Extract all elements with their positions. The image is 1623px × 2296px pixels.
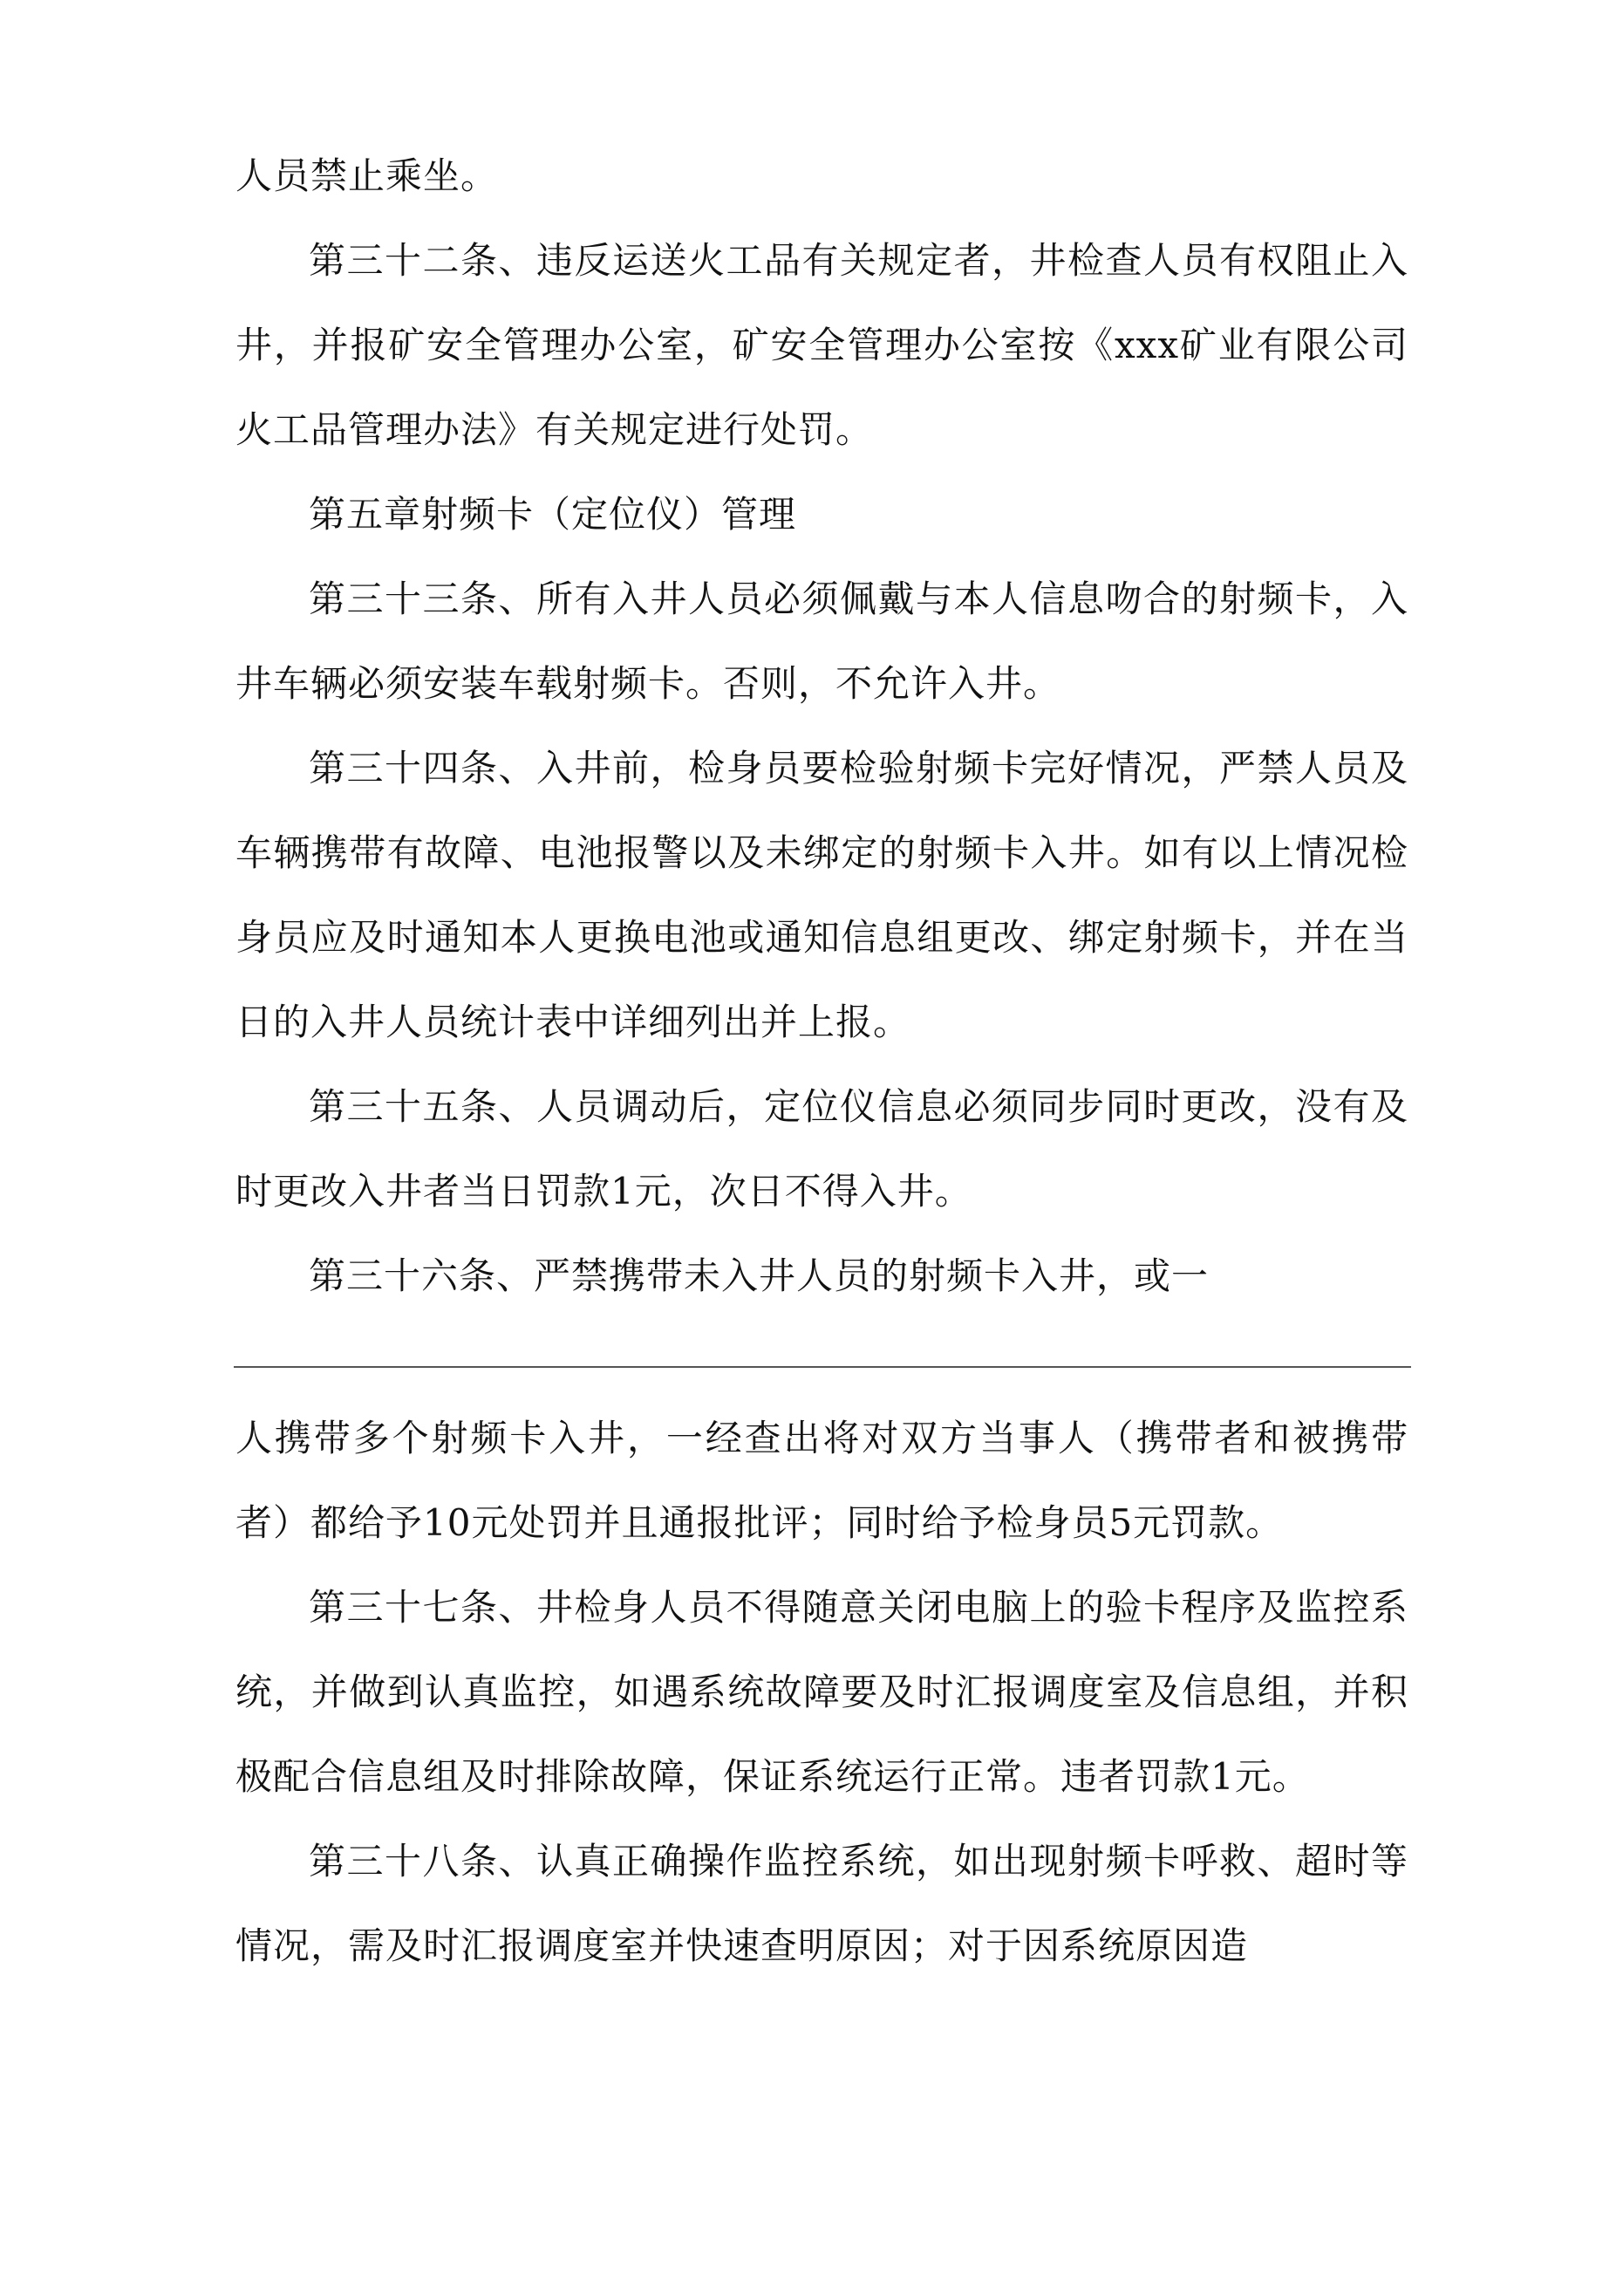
text-block-bottom	[235, 1396, 1408, 1988]
paragraph-article-33: 第三十三条、所有入井人员必须佩戴与本人信息吻合的射频卡，入井车辆必须安装车载射频卡。否则，不允许入井。	[235, 577, 1408, 705]
text-block-top	[235, 133, 1408, 1318]
paragraph-article-36-start: 第三十六条、严禁携带未入井人员的射频卡入井，或一	[309, 1254, 1210, 1297]
paragraph-continuation: 人员禁止乘坐。	[235, 154, 499, 197]
paragraph-article-37: 第三十七条、井检身人员不得随意关闭电脑上的验卡程序及监控系统，并做到认真监控，如遇系统故障要及时汇报调度室及信息组，并积极配合信息组及时排除故障，保证系统运行正常。违者罚款1元。	[235, 1586, 1408, 1798]
paragraph-article-36-end: 人携带多个射频卡入井，一经查出将对双方当事人（携带者和被携带者）都给予10元处罚并且通报批评；同时给予检身员5元罚款。	[235, 1417, 1408, 1544]
paragraph-article-35: 第三十五条、人员调动后，定位仪信息必须同步同时更改，没有及时更改入井者当日罚款1元，次日不得入井。	[235, 1085, 1408, 1213]
paragraph-article-32: 第三十二条、违反运送火工品有关规定者，井检查人员有权阻止入井，并报矿安全管理办公室，矿安全管理办公室按《xxx矿业有限公司火工品管理办法》有关规定进行处罚。	[235, 239, 1408, 451]
paragraph-article-38: 第三十八条、认真正确操作监控系统，如出现射频卡呼救、超时等情况，需及时汇报调度室并快速查明原因；对于因系统原因造	[235, 1840, 1408, 1967]
page-divider	[234, 1366, 1411, 1368]
paragraph-article-34: 第三十四条、入井前，检身员要检验射频卡完好情况，严禁人员及车辆携带有故障、电池报警以及未绑定的射频卡入井。如有以上情况检身员应及时通知本人更换电池或通知信息组更改、绑定射频卡，并在当日的入井人员统计表中详细列出并上报。	[235, 747, 1408, 1043]
chapter-heading: 第五章射频卡（定位仪）管理	[309, 493, 797, 536]
